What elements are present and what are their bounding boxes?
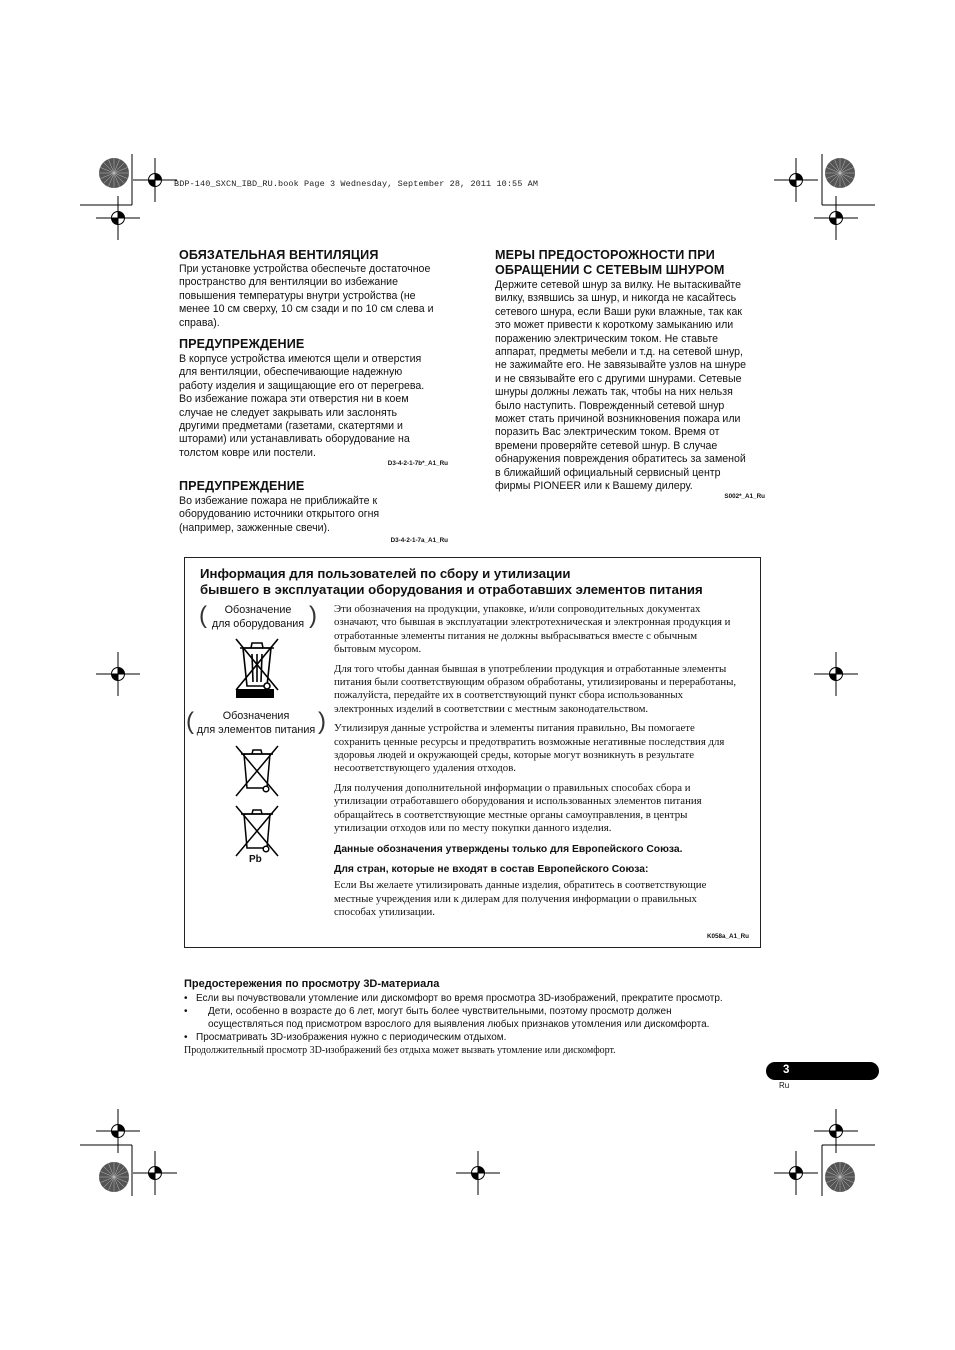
- pb-label: Pb: [249, 854, 262, 865]
- bullet: •: [184, 1006, 188, 1017]
- text-line: способах утилизации.: [334, 906, 435, 919]
- text-line: означают, что бывшая в эксплуатации электротехническая и электронная продукция и: [334, 616, 731, 629]
- text-line: поразить Вас электрическим током. Время от: [495, 426, 720, 439]
- text-line: При установке устройства обеспечьте достаточное: [179, 263, 431, 275]
- doc-code: D3-4-2-1-7b*_A1_Ru: [387, 460, 448, 467]
- ventilation-text: [179, 263, 459, 330]
- ventilation-section: [179, 248, 459, 330]
- paragraph: [334, 782, 754, 836]
- disposal-paragraphs: [334, 603, 754, 920]
- label-line: для элементов питания: [196, 723, 316, 736]
- text-line: времени проверяйте сетевой шнур. В случае: [495, 439, 718, 452]
- list-item: [184, 1005, 784, 1031]
- doc-code: D3-4-2-1-7a_A1_Ru: [390, 537, 448, 544]
- battery-symbol-label: [188, 710, 324, 737]
- text-line: бытовым мусором.: [334, 643, 422, 656]
- precautions-3d-section: [184, 977, 784, 1057]
- bottom-right-marks: [774, 1109, 875, 1196]
- text-line: это может привести к короткому замыканию или: [495, 319, 734, 332]
- page-language: Ru: [779, 1081, 790, 1090]
- text-line: питания были соответствующим образом обработаны, утилизированы и переработаны,: [334, 676, 737, 689]
- text-line: утилизации отработавшего оборудования и использованных элементов питания: [334, 795, 702, 808]
- text-line: пожалуйста, передайте их в соответствующий пункт сбора использованных: [334, 689, 683, 702]
- text-line: оборудованию источники открытого огня: [179, 508, 380, 521]
- text-line: Во избежание пожара не приближайте к: [179, 495, 378, 507]
- text-line: Если Вы желаете утилизировать данные изделия, обратитесь в соответствующие: [334, 879, 707, 892]
- text-line: Дети, особенно в возрасте до 6 лет, могут быть более чувствительными, поэтому просмотр должен: [208, 1006, 672, 1017]
- text-line: В корпусе устройства имеются щели и отверстия: [179, 353, 422, 365]
- ventilation-title: ОБЯЗАТЕЛЬНАЯ ВЕНТИЛЯЦИЯ: [179, 248, 379, 262]
- text-line: было наступить. Поврежденный сетевой шнур: [495, 399, 725, 412]
- bottom-left-marks: [80, 1109, 177, 1196]
- text-line: не зажимайте его. Не завязывайте узлов на шнуре: [495, 359, 747, 372]
- warning-text: [179, 495, 449, 535]
- disposal-title: [200, 566, 755, 597]
- text-line: шнуры должны лежать так, чтобы на них нельзя: [495, 386, 733, 399]
- text-line: другими предметами (газетами, скатертями и: [179, 420, 403, 433]
- text-line: для вентиляции, обеспечивающие надежную: [179, 366, 403, 379]
- label-line: Обозначение: [224, 604, 292, 616]
- eu-note: Данные обозначения утверждены только для Европейского Союза.: [334, 843, 683, 855]
- title-line: МЕРЫ ПРЕДОСТОРОЖНОСТИ ПРИ: [495, 248, 715, 262]
- text-line: шторами) или устанавливать оборудование на: [179, 433, 410, 446]
- text-line: Просматривать 3D-изображения нужно с периодическим отдыхом.: [196, 1032, 507, 1043]
- text-line: Держите сетевой шнур за вилку. Не вытаскивайте: [495, 279, 742, 291]
- text-line: электронных изделий в соответствии с местным законодательством.: [334, 702, 649, 715]
- crossed-bin-battery-icon: [231, 744, 283, 802]
- text-line: сохранить ценные ресурсы и предотвратить возможные негативные последствия для: [334, 735, 725, 748]
- page-number: 3: [783, 1064, 790, 1076]
- text-line: толстом ковре или постели.: [179, 446, 316, 459]
- title-line: Информация для пользователей по сбору и утилизации: [200, 566, 571, 581]
- top-left-marks: [80, 154, 177, 240]
- text-line: Для получения дополнительной информации о правильных способах сбора и: [334, 781, 691, 794]
- top-right-marks: [774, 154, 875, 240]
- precautions-3d-title: Предостережения по просмотру 3D-материала: [184, 978, 440, 990]
- title-line: бывшего в эксплуатации оборудования и отработавших элементов питания: [200, 581, 703, 597]
- non-eu-title: Для стран, которые не входят в состав Европейского Союза:: [334, 863, 649, 875]
- text-line: сетевого шнура, если Ваши руки влажные, так как: [495, 305, 743, 318]
- warning-title: ПРЕДУПРЕЖДЕНИЕ: [179, 337, 305, 351]
- solid-bar-mark: [236, 689, 274, 698]
- text-line: утилизации отходов или по месту покупки данного изделия.: [334, 822, 612, 835]
- paragraph: [334, 603, 754, 657]
- text-line: Если вы почувствовали утомление или дискомфорт во время просмотра 3D-изображений, прекратите просмотр.: [196, 993, 723, 1004]
- paragraph: [334, 879, 754, 919]
- text-line: Во избежание пожара эти отверстия ни в коем: [179, 393, 409, 406]
- doc-code: K058a_A1_Ru: [706, 933, 749, 940]
- title-line: ОБРАЩЕНИИ С СЕТЕВЫМ ШНУРОМ: [495, 263, 725, 277]
- bracket-left: (: [186, 708, 194, 735]
- warning-fire-section: [179, 479, 449, 535]
- text-line: пространство для вентиляции во избежание: [179, 276, 398, 289]
- list-item: [184, 992, 784, 1005]
- text-line: (например, зажженные свечи).: [179, 521, 330, 534]
- label-line: для оборудования: [211, 617, 305, 630]
- power-cord-text: [495, 279, 770, 494]
- text-line: осуществляться под присмотром взрослого для выявления любых признаков утомления или дискомфорта.: [208, 1019, 710, 1030]
- text-line: в ближайший официальный сервисный центр: [495, 466, 721, 479]
- precautions-3d-footer: Продолжительный просмотр 3D-изображений без отдыха может вызвать утомление или дискомфорт.: [184, 1045, 616, 1056]
- text-line: вилку, взявшись за шнур, и никогда не касайтесь: [495, 292, 737, 305]
- equipment-symbol-label: [200, 604, 316, 631]
- text-line: менее 10 см сверху, 10 см сзади и по 10 см слева и: [179, 303, 434, 316]
- warning-title: ПРЕДУПРЕЖДЕНИЕ: [179, 479, 305, 493]
- page-number-tab: [766, 1062, 879, 1080]
- doc-code: S002*_A1_Ru: [724, 493, 765, 500]
- bracket-right: ): [309, 602, 317, 629]
- paragraph: [334, 663, 754, 717]
- power-cord-section: [495, 248, 770, 494]
- label-line: Обозначения: [222, 710, 290, 722]
- text-line: может стать причиной возникновения пожара или: [495, 413, 741, 426]
- text-line: случае не следует закрывать или заслонять: [179, 406, 398, 419]
- paragraph: [334, 722, 754, 776]
- text-line: местные учреждения или к дилерам для получения информации о правильных: [334, 892, 697, 905]
- text-line: обращайтесь в соответствующие местные органы самоуправления, в центры: [334, 808, 688, 821]
- bracket-left: (: [199, 602, 207, 629]
- text-line: аппарат, предметы мебели и т.д. на сетевой шнур,: [495, 346, 743, 359]
- precautions-3d-list: [184, 992, 784, 1044]
- text-line: Для того чтобы данная бывшая в употреблении продукция и отработанные элементы: [334, 662, 727, 675]
- text-line: фирмы PIONEER или к Вашему дилеру.: [495, 480, 693, 493]
- text-line: и не связывайте его с другими шнурами. Сетевые: [495, 372, 742, 385]
- text-line: несоответствующего удаления отходов.: [334, 762, 516, 775]
- text-line: обнаружения повреждения обратитесь за заменой: [495, 453, 746, 466]
- bullet: •: [184, 993, 188, 1004]
- bracket-right: ): [318, 708, 326, 735]
- text-line: поражению электрическим током. Не ставьте: [495, 332, 718, 345]
- list-item: [184, 1031, 784, 1044]
- text-line: отработанные элементы питания не должны выбрасываться вместе с обычным: [334, 629, 698, 642]
- text-line: справа).: [179, 316, 220, 329]
- power-cord-title: [495, 248, 770, 278]
- text-line: здоровья людей и окружающей среды, которые могут возникнуть в результате: [334, 749, 695, 762]
- warning-ventilation-section: [179, 337, 449, 460]
- book-header: BDP-140_SXCN_IBD_RU.book Page 3 Wednesday, September 28, 2011 10:55 AM: [174, 179, 539, 189]
- text-line: Утилизируя данные устройства и элементы питания правильно, Вы помогаете: [334, 722, 695, 735]
- bullet: •: [184, 1032, 188, 1043]
- warning-text: [179, 353, 449, 460]
- text-line: повышения температуры внутри устройства (не: [179, 289, 416, 302]
- text-line: Эти обозначения на продукции, упаковке, и/или сопроводительных документах: [334, 603, 701, 615]
- disposal-info-box: [184, 557, 761, 948]
- text-line: работу изделия и защищающие его от перегрева.: [179, 379, 425, 392]
